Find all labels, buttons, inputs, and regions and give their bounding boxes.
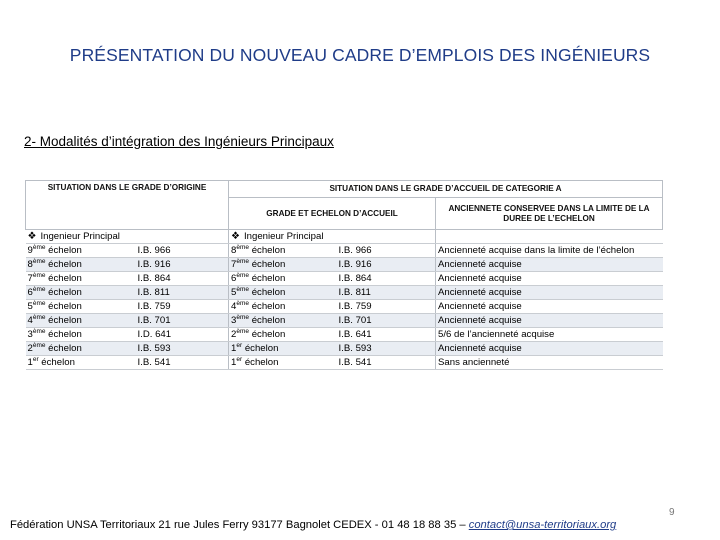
accueil-echelon: 1er échelon [229, 356, 337, 370]
origin-ib: I.B. 811 [136, 286, 229, 300]
integration-table [25, 180, 662, 370]
contact-email-link[interactable]: contact@unsa-territoriaux.org [468, 519, 617, 531]
page-title: PRÉSENTATION DU NOUVEAU CADRE D’EMPLOIS DES INGÉNIEURS [69, 45, 651, 65]
accueil-echelon: 4ème échelon [229, 300, 337, 314]
origin-ib: I.B. 701 [136, 314, 229, 328]
accueil-ib: I.B. 641 [337, 328, 436, 342]
origin-echelon: 1er échelon [26, 356, 136, 370]
accueil-echelon: 2ème échelon [229, 328, 337, 342]
accueil-echelon: 3ème échelon [229, 314, 337, 328]
anciennete: Ancienneté acquise [436, 272, 663, 286]
accueil-ib: I.B. 916 [337, 258, 436, 272]
anciennete: Ancienneté acquise [436, 314, 663, 328]
header-accueil: SITUATION DANS LE GRADE D’ACCUEIL DE CATEGORIE A [229, 181, 663, 198]
accueil-ib: I.B. 759 [337, 300, 436, 314]
origin-ib: I.B. 541 [136, 356, 229, 370]
origin-ib: I.B. 759 [136, 300, 229, 314]
table-row [26, 272, 663, 286]
accueil-echelon: 5ème échelon [229, 286, 337, 300]
diamond-bullet-icon: ❖ [27, 231, 37, 242]
anciennete: Ancienneté acquise [436, 342, 663, 356]
accueil-ib: I.B. 701 [337, 314, 436, 328]
grade-row [26, 230, 663, 244]
accueil-ib: I.B. 864 [337, 272, 436, 286]
accueil-echelon: 6ème échelon [229, 272, 337, 286]
origin-echelon: 7ème échelon [26, 272, 136, 286]
grade-accueil: Ingenieur Principal [243, 231, 324, 242]
anciennete: Ancienneté acquise [436, 258, 663, 272]
section-subtitle: 2- Modalités d’intégration des Ingénieurs Principaux [24, 134, 334, 149]
footer [10, 519, 715, 531]
header-grade-echelon: GRADE ET ECHELON D’ACCUEIL [229, 198, 436, 230]
accueil-ib: I.B. 811 [337, 286, 436, 300]
origin-echelon: 4ème échelon [26, 314, 136, 328]
origin-ib: I.B. 593 [136, 342, 229, 356]
anciennete: Ancienneté acquise [436, 300, 663, 314]
origin-ib: I.B. 916 [136, 258, 229, 272]
origin-ib: I.B. 966 [136, 244, 229, 258]
origin-echelon: 2ème échelon [26, 342, 136, 356]
header-origin: SITUATION DANS LE GRADE D’ORIGINE [26, 181, 229, 230]
page-number: 9 [669, 507, 675, 518]
header-anciennete: ANCIENNETE CONSERVEE DANS LA LIMITE DE LA DUREE DE L’ECHELON [436, 198, 663, 230]
grade-origin: Ingenieur Principal [40, 231, 120, 242]
anciennete: Sans ancienneté [436, 356, 663, 370]
origin-echelon: 3ème échelon [26, 328, 136, 342]
accueil-ib: I.B. 541 [337, 356, 436, 370]
table-row [26, 314, 663, 328]
accueil-echelon: 7ème échelon [229, 258, 337, 272]
anciennete: Ancienneté acquise [436, 286, 663, 300]
table-row [26, 356, 663, 370]
accueil-ib: I.B. 593 [337, 342, 436, 356]
footer-address: Fédération UNSA Territoriaux 21 rue Jules Ferry 93177 Bagnolet CEDEX - 01 48 18 88 35 – [10, 519, 469, 531]
table-row [26, 300, 663, 314]
origin-echelon: 6ème échelon [26, 286, 136, 300]
anciennete: Ancienneté acquise dans la limite de l’échelon [436, 244, 663, 258]
accueil-echelon: 8ème échelon [229, 244, 337, 258]
accueil-echelon: 1er échelon [229, 342, 337, 356]
origin-echelon: 9ème échelon [26, 244, 136, 258]
origin-ib: I.B. 864 [136, 272, 229, 286]
table-row [26, 342, 663, 356]
accueil-ib: I.B. 966 [337, 244, 436, 258]
table-row [26, 244, 663, 258]
origin-echelon: 8ème échelon [26, 258, 136, 272]
diamond-bullet-icon: ❖ [231, 231, 240, 242]
grade-origin-cell [26, 230, 229, 244]
origin-ib: I.D. 641 [136, 328, 229, 342]
origin-echelon: 5ème échelon [26, 300, 136, 314]
grade-accueil-cell [229, 230, 436, 244]
anciennete: 5/6 de l’ancienneté acquise [436, 328, 663, 342]
grade-empty-cell [436, 230, 663, 244]
table-row [26, 258, 663, 272]
table-row [26, 286, 663, 300]
table-row [26, 328, 663, 342]
